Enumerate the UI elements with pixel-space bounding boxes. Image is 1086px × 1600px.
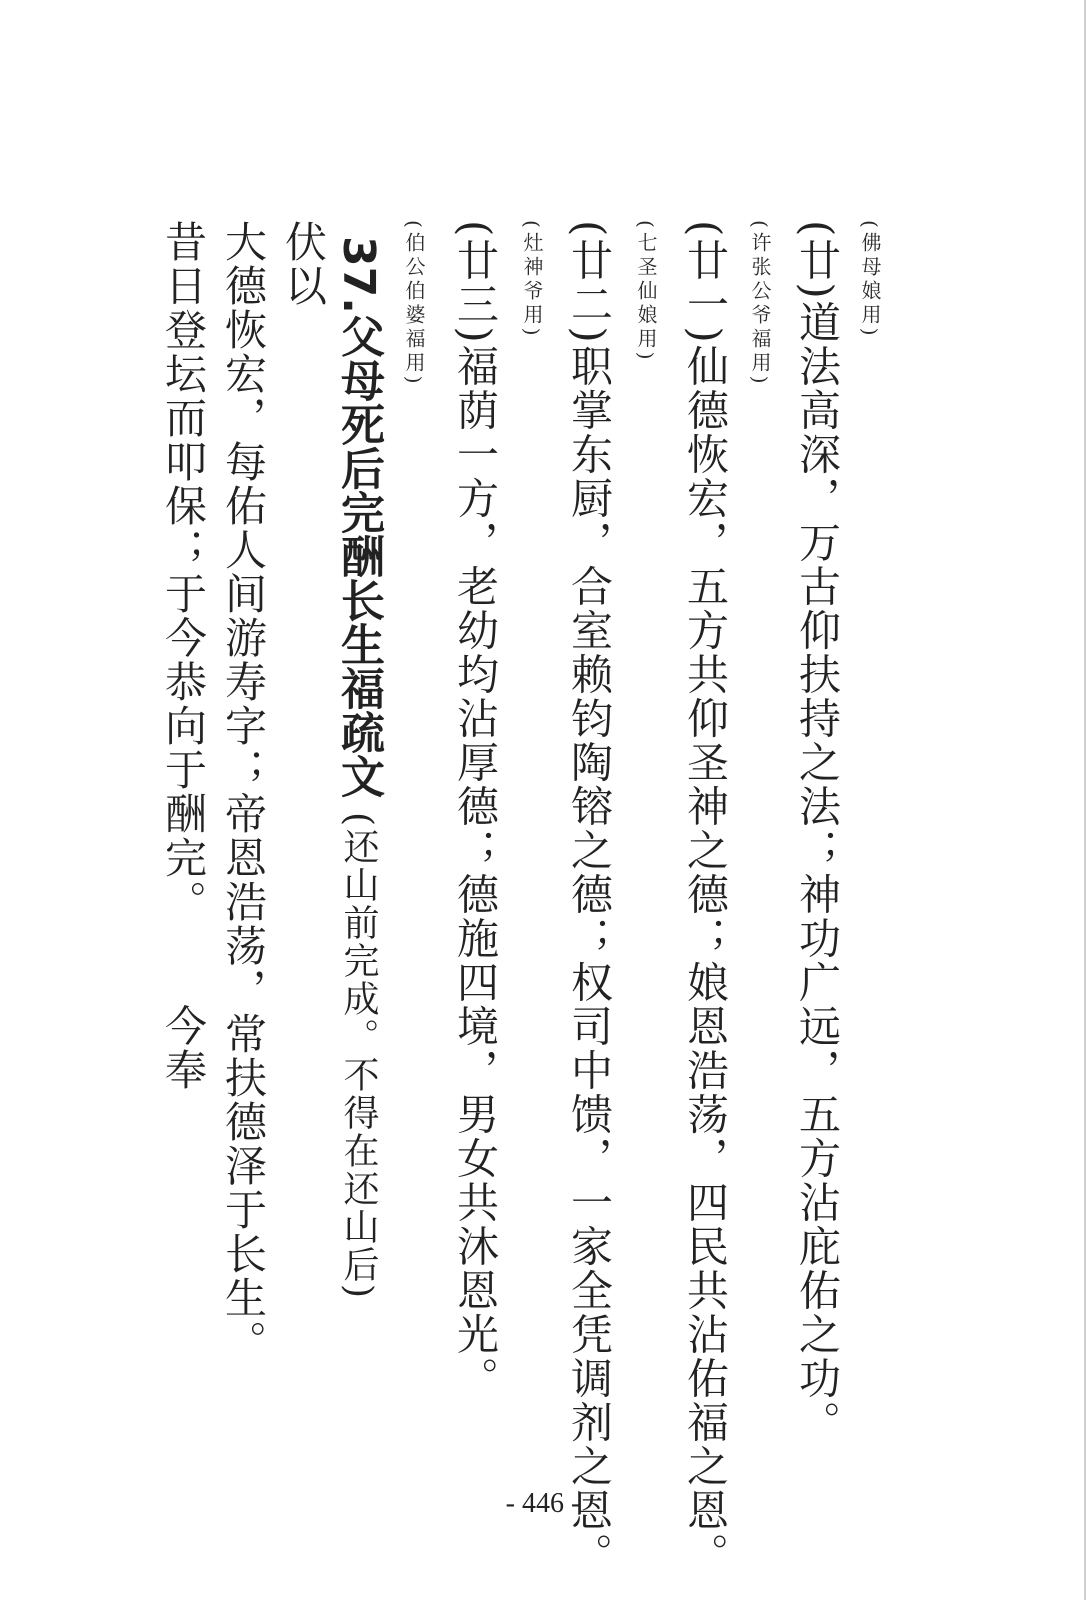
note-column-2: (许张公爷福用)	[748, 220, 772, 388]
body-line-3	[159, 220, 208, 1092]
body-line-3-part-2: 今奉	[159, 1004, 208, 1092]
page-number: - 446 -	[505, 1488, 581, 1519]
section-subtitle: (还山前完成。不得在还山后)	[338, 811, 379, 1301]
body-line-1: 伏以	[279, 220, 328, 308]
main-column-2: (廿一)仙德恢宏，五方共仰圣神之德；娘恩浩荡，四民共沾佑福之恩。	[681, 220, 730, 1577]
main-column-4: (廿三)福荫一方，老幼均沾厚德；德施四境，男女共沐恩光。	[451, 220, 500, 1401]
section-number: 37.	[333, 236, 384, 314]
body-line-3-part-1: 昔日登坛而叩保；于今恭向于酬完。	[159, 220, 208, 924]
note-column-5: (伯公伯婆福用)	[402, 220, 426, 388]
note-column-1: (佛母娘用)	[858, 220, 882, 340]
note-column-4: (灶神爷用)	[520, 220, 544, 340]
body-line-2: 大德恢宏，每佑人间游寿字；帝恩浩荡，常扶德泽于长生。	[219, 220, 268, 1364]
main-column-3: (廿二)职掌东厨，合室赖钧陶镕之德；权司中馈，一家全凭调剂之恩。	[565, 220, 614, 1577]
main-column-1: (廿)道法高深，万古仰扶持之法；神功广远，五方沾庇佑之功。	[793, 220, 842, 1445]
section-title: 父母死后完酬长生福疏文	[333, 313, 384, 798]
note-column-3: (七圣仙娘用)	[634, 220, 658, 364]
section-heading	[333, 236, 384, 1301]
